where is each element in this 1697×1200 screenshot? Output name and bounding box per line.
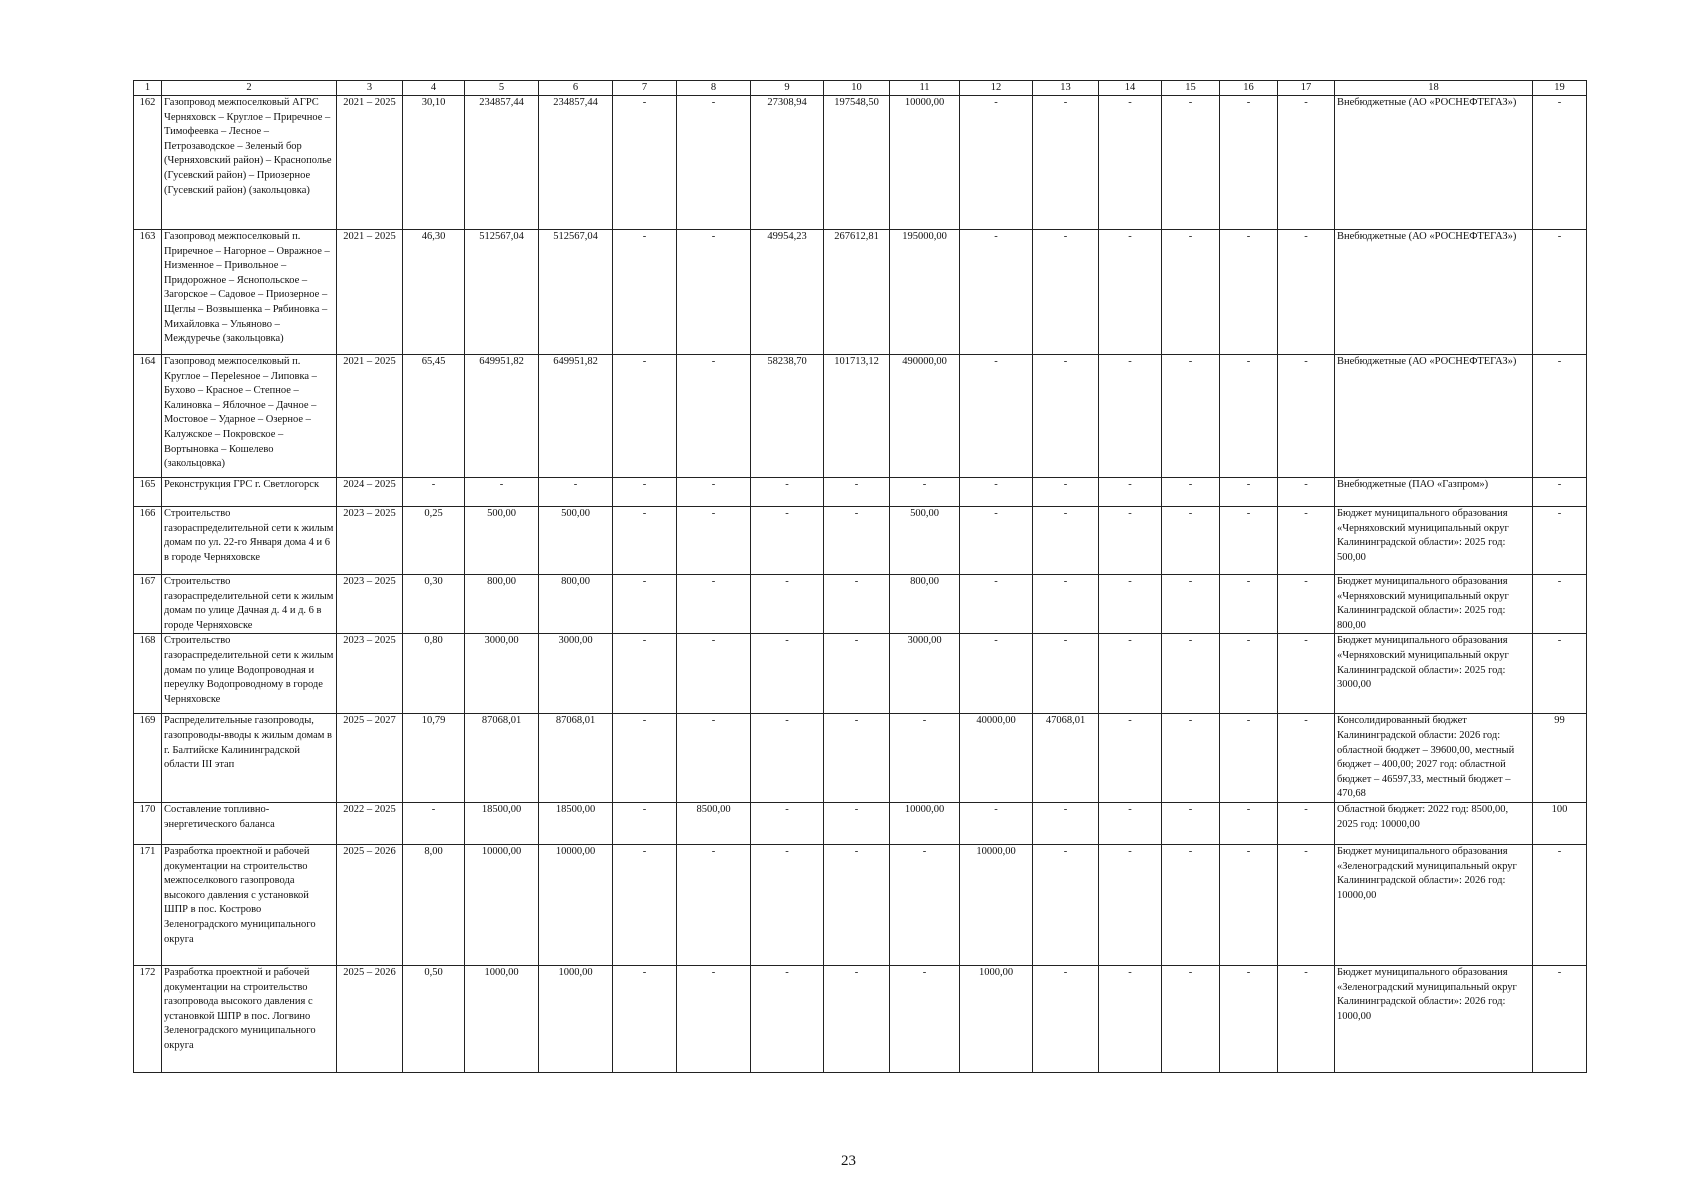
total-cost-cell: 512567,04 bbox=[465, 230, 539, 355]
col-10-cell: 197548,50 bbox=[824, 96, 890, 230]
col-14-cell: - bbox=[1099, 714, 1162, 803]
col-11-cell: - bbox=[890, 965, 960, 1072]
col-17-cell: - bbox=[1278, 96, 1335, 230]
col-7-cell: - bbox=[613, 230, 677, 355]
col-13-cell: 47068,01 bbox=[1033, 714, 1099, 803]
col-9-cell: - bbox=[751, 575, 824, 634]
col-9-cell: - bbox=[751, 965, 824, 1072]
col-7-cell: - bbox=[613, 965, 677, 1072]
col-14-cell: - bbox=[1099, 965, 1162, 1072]
col-14-cell: - bbox=[1099, 507, 1162, 575]
header-cell-8: 8 bbox=[677, 81, 751, 96]
col-19-cell: - bbox=[1533, 230, 1587, 355]
col-10-cell: - bbox=[824, 575, 890, 634]
col-8-cell: 8500,00 bbox=[677, 802, 751, 844]
col-7-cell: - bbox=[613, 478, 677, 507]
col-8-cell: - bbox=[677, 844, 751, 965]
col-16-cell: - bbox=[1220, 507, 1278, 575]
col-16-cell: - bbox=[1220, 96, 1278, 230]
col-9-cell: - bbox=[751, 844, 824, 965]
period-cell: 2024 – 2025 bbox=[337, 478, 403, 507]
col-12-cell: - bbox=[960, 634, 1033, 714]
col-14-cell: - bbox=[1099, 575, 1162, 634]
object-name-cell: Строительство газораспределительной сети к жилым домам по улице Водопроводная и переулку Водопроводному в городе Черняховске bbox=[162, 634, 337, 714]
col-15-cell: - bbox=[1162, 230, 1220, 355]
header-cell-4: 4 bbox=[403, 81, 465, 96]
col-14-cell: - bbox=[1099, 478, 1162, 507]
row-number-cell: 169 bbox=[134, 714, 162, 803]
cost-subtotal-cell: 87068,01 bbox=[539, 714, 613, 803]
col-17-cell: - bbox=[1278, 844, 1335, 965]
col-19-cell: - bbox=[1533, 96, 1587, 230]
col-15-cell: - bbox=[1162, 802, 1220, 844]
length-cell: 8,00 bbox=[403, 844, 465, 965]
object-name-cell: Разработка проектной и рабочей документации на строительство межпоселкового газопровода высокого давления с установкой ШПР в пос. Кострово Зеленоградского муниципального округа bbox=[162, 844, 337, 965]
col-10-cell: 267612,81 bbox=[824, 230, 890, 355]
cost-subtotal-cell: 649951,82 bbox=[539, 355, 613, 478]
funding-source-cell: Консолидированный бюджет Калининградской области: 2026 год: областной бюджет – 39600,00, местный бюджет – 400,00; 2027 год: областной бюджет – 46597,33, местный бюджет – 470,68 bbox=[1335, 714, 1533, 803]
table-row bbox=[134, 355, 1587, 478]
row-number-cell: 166 bbox=[134, 507, 162, 575]
period-cell: 2025 – 2026 bbox=[337, 844, 403, 965]
header-cell-14: 14 bbox=[1099, 81, 1162, 96]
period-cell: 2022 – 2025 bbox=[337, 802, 403, 844]
col-19-cell: - bbox=[1533, 844, 1587, 965]
table-row bbox=[134, 478, 1587, 507]
funding-source-cell: Бюджет муниципального образования «Зеленоградский муниципальный округ Калининградской области»: 2026 год: 10000,00 bbox=[1335, 844, 1533, 965]
col-13-cell: - bbox=[1033, 355, 1099, 478]
header-cell-7: 7 bbox=[613, 81, 677, 96]
col-7-cell: - bbox=[613, 634, 677, 714]
col-14-cell: - bbox=[1099, 802, 1162, 844]
length-cell: 0,50 bbox=[403, 965, 465, 1072]
col-12-cell: 40000,00 bbox=[960, 714, 1033, 803]
col-12-cell: 10000,00 bbox=[960, 844, 1033, 965]
row-number-cell: 165 bbox=[134, 478, 162, 507]
table-row bbox=[134, 844, 1587, 965]
table-row bbox=[134, 96, 1587, 230]
col-13-cell: - bbox=[1033, 478, 1099, 507]
col-8-cell: - bbox=[677, 230, 751, 355]
object-name-cell: Газопровод межпоселковый п. Приречное – Нагорное – Овражное – Низменное – Привольное – Придорожное – Яснопольское – Загорское – Садовое – Приозерное – Щеглы – Возвышенка – Рябиновка – Михайловка – Ульяново – Междуречье (закольцовка) bbox=[162, 230, 337, 355]
col-17-cell: - bbox=[1278, 802, 1335, 844]
col-11-cell: 3000,00 bbox=[890, 634, 960, 714]
row-number-cell: 162 bbox=[134, 96, 162, 230]
col-8-cell: - bbox=[677, 96, 751, 230]
total-cost-cell: 234857,44 bbox=[465, 96, 539, 230]
cost-subtotal-cell: 1000,00 bbox=[539, 965, 613, 1072]
table-row bbox=[134, 634, 1587, 714]
col-7-cell: - bbox=[613, 844, 677, 965]
header-cell-13: 13 bbox=[1033, 81, 1099, 96]
header-cell-5: 5 bbox=[465, 81, 539, 96]
header-cell-15: 15 bbox=[1162, 81, 1220, 96]
col-16-cell: - bbox=[1220, 230, 1278, 355]
cost-subtotal-cell: 10000,00 bbox=[539, 844, 613, 965]
col-19-cell: - bbox=[1533, 634, 1587, 714]
col-11-cell: 195000,00 bbox=[890, 230, 960, 355]
col-11-cell: 800,00 bbox=[890, 575, 960, 634]
col-12-cell: - bbox=[960, 575, 1033, 634]
total-cost-cell: 1000,00 bbox=[465, 965, 539, 1072]
funding-source-cell: Внебюджетные (ПАО «Газпром») bbox=[1335, 478, 1533, 507]
object-name-cell: Составление топливно-энергетического баланса bbox=[162, 802, 337, 844]
col-15-cell: - bbox=[1162, 965, 1220, 1072]
funding-source-cell: Бюджет муниципального образования «Черняховский муниципальный округ Калининградской области»: 2025 год: 800,00 bbox=[1335, 575, 1533, 634]
col-12-cell: - bbox=[960, 802, 1033, 844]
col-9-cell: - bbox=[751, 478, 824, 507]
funding-source-cell: Внебюджетные (АО «РОСНЕФТЕГАЗ») bbox=[1335, 355, 1533, 478]
col-15-cell: - bbox=[1162, 478, 1220, 507]
col-9-cell: 58238,70 bbox=[751, 355, 824, 478]
col-9-cell: - bbox=[751, 714, 824, 803]
col-12-cell: - bbox=[960, 230, 1033, 355]
header-cell-10: 10 bbox=[824, 81, 890, 96]
col-15-cell: - bbox=[1162, 714, 1220, 803]
col-8-cell: - bbox=[677, 478, 751, 507]
header-cell-3: 3 bbox=[337, 81, 403, 96]
col-15-cell: - bbox=[1162, 844, 1220, 965]
cost-subtotal-cell: 234857,44 bbox=[539, 96, 613, 230]
col-9-cell: 27308,94 bbox=[751, 96, 824, 230]
object-name-cell: Газопровод межпоселковый АГРС Черняховск – Круглое – Приречное – Тимофеевка – Лесное – Петрозаводское – Зеленый бор (Черняховский район) – Краснополье (Гусевский район) – Приозерное (Гусевский район) (закольцовка) bbox=[162, 96, 337, 230]
col-13-cell: - bbox=[1033, 844, 1099, 965]
header-cell-2: 2 bbox=[162, 81, 337, 96]
col-16-cell: - bbox=[1220, 844, 1278, 965]
col-17-cell: - bbox=[1278, 575, 1335, 634]
period-cell: 2025 – 2027 bbox=[337, 714, 403, 803]
period-cell: 2021 – 2025 bbox=[337, 355, 403, 478]
col-17-cell: - bbox=[1278, 478, 1335, 507]
header-cell-1: 1 bbox=[134, 81, 162, 96]
col-17-cell: - bbox=[1278, 230, 1335, 355]
col-9-cell: - bbox=[751, 634, 824, 714]
col-8-cell: - bbox=[677, 355, 751, 478]
col-13-cell: - bbox=[1033, 230, 1099, 355]
header-cell-11: 11 bbox=[890, 81, 960, 96]
col-16-cell: - bbox=[1220, 355, 1278, 478]
col-7-cell: - bbox=[613, 96, 677, 230]
col-11-cell: 490000,00 bbox=[890, 355, 960, 478]
col-16-cell: - bbox=[1220, 478, 1278, 507]
col-8-cell: - bbox=[677, 507, 751, 575]
length-cell: 0,80 bbox=[403, 634, 465, 714]
header-cell-9: 9 bbox=[751, 81, 824, 96]
col-10-cell: - bbox=[824, 802, 890, 844]
col-17-cell: - bbox=[1278, 355, 1335, 478]
col-12-cell: - bbox=[960, 507, 1033, 575]
length-cell: - bbox=[403, 802, 465, 844]
col-11-cell: - bbox=[890, 714, 960, 803]
col-15-cell: - bbox=[1162, 507, 1220, 575]
row-number-cell: 167 bbox=[134, 575, 162, 634]
period-cell: 2023 – 2025 bbox=[337, 507, 403, 575]
row-number-cell: 168 bbox=[134, 634, 162, 714]
cost-subtotal-cell: 800,00 bbox=[539, 575, 613, 634]
object-name-cell: Строительство газораспределительной сети к жилым домам по ул. 22-го Января дома 4 и 6 в городе Черняховске bbox=[162, 507, 337, 575]
header-row bbox=[134, 81, 1587, 96]
header-cell-12: 12 bbox=[960, 81, 1033, 96]
col-17-cell: - bbox=[1278, 714, 1335, 803]
table-row bbox=[134, 575, 1587, 634]
col-12-cell: - bbox=[960, 355, 1033, 478]
col-8-cell: - bbox=[677, 714, 751, 803]
col-14-cell: - bbox=[1099, 96, 1162, 230]
row-number-cell: 171 bbox=[134, 844, 162, 965]
length-cell: 0,30 bbox=[403, 575, 465, 634]
table-row bbox=[134, 714, 1587, 803]
col-13-cell: - bbox=[1033, 634, 1099, 714]
cost-subtotal-cell: - bbox=[539, 478, 613, 507]
col-16-cell: - bbox=[1220, 714, 1278, 803]
row-number-cell: 163 bbox=[134, 230, 162, 355]
col-11-cell: 10000,00 bbox=[890, 96, 960, 230]
header-cell-16: 16 bbox=[1220, 81, 1278, 96]
col-11-cell: - bbox=[890, 844, 960, 965]
header-cell-6: 6 bbox=[539, 81, 613, 96]
col-7-cell: - bbox=[613, 714, 677, 803]
header-cell-17: 17 bbox=[1278, 81, 1335, 96]
period-cell: 2021 – 2025 bbox=[337, 230, 403, 355]
col-13-cell: - bbox=[1033, 507, 1099, 575]
col-19-cell: - bbox=[1533, 575, 1587, 634]
col-19-cell: - bbox=[1533, 478, 1587, 507]
period-cell: 2025 – 2026 bbox=[337, 965, 403, 1072]
col-7-cell: - bbox=[613, 575, 677, 634]
header-cell-19: 19 bbox=[1533, 81, 1587, 96]
period-cell: 2023 – 2025 bbox=[337, 634, 403, 714]
object-name-cell: Распределительные газопроводы, газопроводы-вводы к жилым домам в г. Балтийске Калининградской области III этап bbox=[162, 714, 337, 803]
col-7-cell: - bbox=[613, 507, 677, 575]
total-cost-cell: 10000,00 bbox=[465, 844, 539, 965]
col-11-cell: 500,00 bbox=[890, 507, 960, 575]
col-8-cell: - bbox=[677, 965, 751, 1072]
col-9-cell: - bbox=[751, 507, 824, 575]
col-10-cell: - bbox=[824, 965, 890, 1072]
table-body bbox=[134, 81, 1587, 1073]
col-10-cell: - bbox=[824, 507, 890, 575]
table-row bbox=[134, 802, 1587, 844]
col-11-cell: - bbox=[890, 478, 960, 507]
col-9-cell: - bbox=[751, 802, 824, 844]
col-14-cell: - bbox=[1099, 355, 1162, 478]
col-13-cell: - bbox=[1033, 96, 1099, 230]
col-15-cell: - bbox=[1162, 634, 1220, 714]
page-number: 23 bbox=[841, 1153, 856, 1169]
col-12-cell: - bbox=[960, 478, 1033, 507]
total-cost-cell: 800,00 bbox=[465, 575, 539, 634]
cost-subtotal-cell: 18500,00 bbox=[539, 802, 613, 844]
col-13-cell: - bbox=[1033, 802, 1099, 844]
col-15-cell: - bbox=[1162, 575, 1220, 634]
col-17-cell: - bbox=[1278, 965, 1335, 1072]
cost-subtotal-cell: 512567,04 bbox=[539, 230, 613, 355]
col-10-cell: - bbox=[824, 478, 890, 507]
row-number-cell: 172 bbox=[134, 965, 162, 1072]
col-12-cell: 1000,00 bbox=[960, 965, 1033, 1072]
col-15-cell: - bbox=[1162, 355, 1220, 478]
period-cell: 2021 – 2025 bbox=[337, 96, 403, 230]
col-7-cell: - bbox=[613, 802, 677, 844]
col-16-cell: - bbox=[1220, 802, 1278, 844]
col-19-cell: - bbox=[1533, 355, 1587, 478]
col-19-cell: - bbox=[1533, 965, 1587, 1072]
length-cell: - bbox=[403, 478, 465, 507]
object-name-cell: Реконструкция ГРС г. Светлогорск bbox=[162, 478, 337, 507]
length-cell: 46,30 bbox=[403, 230, 465, 355]
total-cost-cell: 649951,82 bbox=[465, 355, 539, 478]
col-11-cell: 10000,00 bbox=[890, 802, 960, 844]
col-13-cell: - bbox=[1033, 575, 1099, 634]
object-name-cell: Разработка проектной и рабочей документации на строительство газопровода высокого давления с установкой ШПР в пос. Логвино Зеленоградского муниципального округа bbox=[162, 965, 337, 1072]
col-13-cell: - bbox=[1033, 965, 1099, 1072]
col-12-cell: - bbox=[960, 96, 1033, 230]
length-cell: 10,79 bbox=[403, 714, 465, 803]
col-17-cell: - bbox=[1278, 634, 1335, 714]
table-row bbox=[134, 965, 1587, 1072]
col-14-cell: - bbox=[1099, 230, 1162, 355]
funding-source-cell: Внебюджетные (АО «РОСНЕФТЕГАЗ») bbox=[1335, 96, 1533, 230]
col-14-cell: - bbox=[1099, 634, 1162, 714]
col-19-cell: 99 bbox=[1533, 714, 1587, 803]
header-cell-18: 18 bbox=[1335, 81, 1533, 96]
cost-subtotal-cell: 500,00 bbox=[539, 507, 613, 575]
funding-source-cell: Внебюджетные (АО «РОСНЕФТЕГАЗ») bbox=[1335, 230, 1533, 355]
table-row bbox=[134, 507, 1587, 575]
total-cost-cell: 87068,01 bbox=[465, 714, 539, 803]
funding-source-cell: Бюджет муниципального образования «Зеленоградский муниципальный округ Калининградской области»: 2026 год: 1000,00 bbox=[1335, 965, 1533, 1072]
col-10-cell: - bbox=[824, 714, 890, 803]
table-row bbox=[134, 230, 1587, 355]
row-number-cell: 170 bbox=[134, 802, 162, 844]
object-name-cell: Строительство газораспределительной сети к жилым домам по улице Дачная д. 4 и д. 6 в городе Черняховске bbox=[162, 575, 337, 634]
total-cost-cell: 3000,00 bbox=[465, 634, 539, 714]
total-cost-cell: 18500,00 bbox=[465, 802, 539, 844]
col-16-cell: - bbox=[1220, 965, 1278, 1072]
col-10-cell: 101713,12 bbox=[824, 355, 890, 478]
program-table bbox=[133, 80, 1587, 1073]
cost-subtotal-cell: 3000,00 bbox=[539, 634, 613, 714]
col-10-cell: - bbox=[824, 844, 890, 965]
total-cost-cell: - bbox=[465, 478, 539, 507]
col-16-cell: - bbox=[1220, 575, 1278, 634]
funding-source-cell: Бюджет муниципального образования «Черняховский муниципальный округ Калининградской области»: 2025 год: 500,00 bbox=[1335, 507, 1533, 575]
object-name-cell: Газопровод межпоселковый п. Круглое – Переlesное – Липовка – Бухово – Красное – Степное – Калиновка – Яблочное – Дачное – Мостовое – Ударное – Озерное – Калужское – Покровское – Вортыновка – Кошелево (закольцовка) bbox=[162, 355, 337, 478]
col-10-cell: - bbox=[824, 634, 890, 714]
col-8-cell: - bbox=[677, 634, 751, 714]
col-19-cell: - bbox=[1533, 507, 1587, 575]
length-cell: 30,10 bbox=[403, 96, 465, 230]
col-15-cell: - bbox=[1162, 96, 1220, 230]
col-14-cell: - bbox=[1099, 844, 1162, 965]
period-cell: 2023 – 2025 bbox=[337, 575, 403, 634]
funding-source-cell: Областной бюджет: 2022 год: 8500,00, 2025 год: 10000,00 bbox=[1335, 802, 1533, 844]
col-16-cell: - bbox=[1220, 634, 1278, 714]
total-cost-cell: 500,00 bbox=[465, 507, 539, 575]
col-7-cell: - bbox=[613, 355, 677, 478]
col-9-cell: 49954,23 bbox=[751, 230, 824, 355]
col-8-cell: - bbox=[677, 575, 751, 634]
length-cell: 0,25 bbox=[403, 507, 465, 575]
funding-source-cell: Бюджет муниципального образования «Черняховский муниципальный округ Калининградской области»: 2025 год: 3000,00 bbox=[1335, 634, 1533, 714]
col-17-cell: - bbox=[1278, 507, 1335, 575]
col-19-cell: 100 bbox=[1533, 802, 1587, 844]
length-cell: 65,45 bbox=[403, 355, 465, 478]
row-number-cell: 164 bbox=[134, 355, 162, 478]
